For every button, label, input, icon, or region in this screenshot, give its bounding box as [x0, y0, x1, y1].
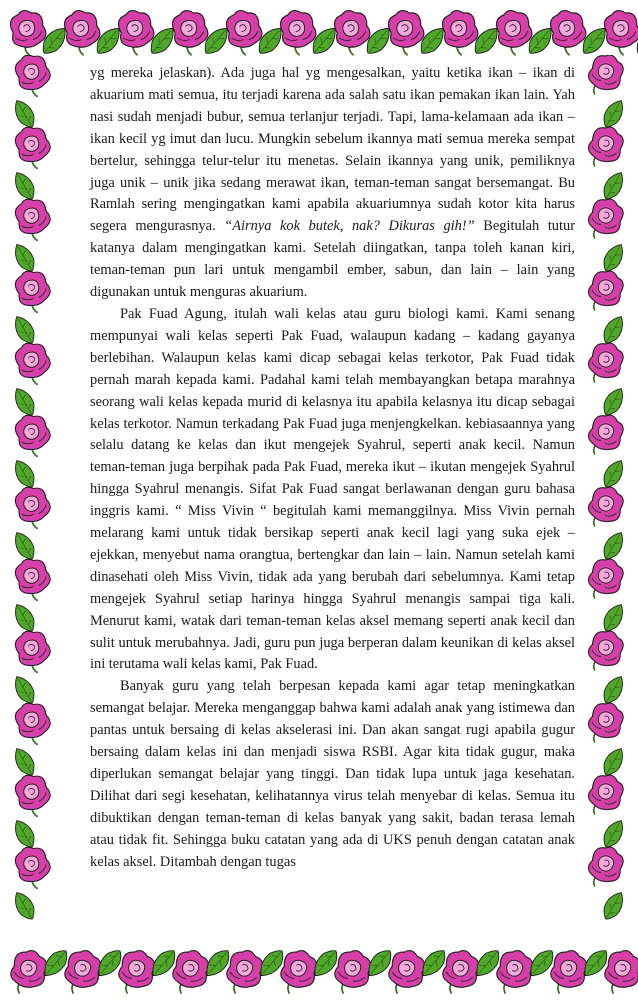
leaf-icon	[10, 817, 39, 851]
rose-icon	[11, 338, 56, 389]
leaf-icon	[10, 601, 39, 635]
rose-icon	[583, 338, 628, 389]
rose-icon	[583, 194, 628, 245]
leaf-icon	[599, 889, 628, 923]
leaf-icon	[599, 457, 628, 491]
paragraph-1-span-3: Begitulah tutur katanya dalam mengingatkan kami. Setelah diingatkan, tanpa toleh kanan kiri, teman-teman pun lari untuk mengambil ember, sabun, dan lain – lain yang digunakan untuk menguras akuarium.	[90, 218, 575, 301]
paragraph-1	[90, 63, 575, 304]
rose-icon	[11, 554, 56, 605]
paragraph-1-quote: “Airnya kok butek, nak? Dikuras gih!”	[224, 218, 475, 235]
rose-icon	[11, 410, 56, 461]
leaf-icon	[599, 817, 628, 851]
rose-icon	[6, 947, 50, 999]
leaf-icon	[10, 673, 39, 707]
floral-border-left	[0, 55, 66, 945]
rose-icon	[583, 554, 628, 605]
rose-icon	[583, 266, 628, 317]
leaf-icon	[10, 385, 39, 419]
rose-icon	[583, 122, 628, 173]
rose-icon	[601, 7, 638, 58]
floral-border-bottom	[0, 940, 638, 1000]
floral-border-right	[572, 55, 638, 945]
leaf-icon	[599, 313, 628, 347]
rose-icon	[583, 482, 628, 533]
paragraph-2-text: Pak Fuad Agung, itulah wali kelas atau guru biologi kami. Kami senang mempunyai wali kelas seperti Pak Fuad, walaupun kadang – kadang gayanya berlebihan. Walaupun kelas kami dicap sebagai kelas terkotor, Pak Fuad tidak pernah marah kepada kami. Padahal kami telah membayangkan betapa marahnya seorang wali kelas kepada murid di kelasnya itu apabila kelasnya itu dicap sebagai kelas terkotor. Namun terkadang Pak Fuad juga menjengkelkan. kebiasaannya yang selalu datang ke kelas dan ikut mengejek Syahrul, seperti anak kecil. Namun teman-teman juga berpihak pada Pak Fuad, mereka ikut – ikutan mengejek Syahrul hingga Syahrul menangis. Sifat Pak Fuad sangat berlawanan dengan guru bahasa inggris kami. “ Miss Vivin “ begitulah kami memanggilnya. Miss Vivin pernah melarang kami untuk tidak bersikap seperti anak kecil lagi yang suka ejek – ejekkan, menyebut nama orangtua, bertengkar dan lain – lain. Namun setelah kami dinasehati oleh Miss Vivin, tidak ada yang berubah dari sebelumnya. Kami tetap mengejek Syahrul setiap harinya hingga Syahrul menangis sampai tiga kali. Menurut kami, watak dari teman-teman kelas aksel memang seperti anak kecil dan sulit untuk merubahnya. Jadi, guru pun juga berperan dalam keunikan di kelas aksel ini terutama wali kelas kami, Pak Fuad.	[90, 305, 575, 673]
rose-icon	[11, 266, 56, 317]
leaf-icon	[599, 601, 628, 635]
paragraph-3-text: Banyak guru yang telah berpesan kepada kami agar tetap meningkatkan semangat belajar. Mereka menganggap bahwa kami adalah anak yang istimewa dan pantas untuk bersaing di kelas akselerasi ini. Dan akan sangat rugi apabila gugur bersaing dalam kelas ini dan menjadi siswa RSBI. Agar kita tidak gugur, maka diperlukan semangat belajar yang tinggi. Dan tidak lupa untuk jaga kesehatan. Dilihat dari segi kesehatan, kelihatannya virus telah menyebar di kelas. Semua itu dibuktikan dengan teman-teman di kelas banyak yang sakit, badan terasa lemah atau tidak fit. Sehingga buku catatan yang ada di UKS penuh dengan catatan anak kelas aksel. Ditambah dengan tugas	[90, 678, 575, 870]
leaf-icon	[599, 673, 628, 707]
rose-icon	[11, 626, 56, 677]
leaf-icon	[10, 745, 39, 779]
leaf-icon	[10, 97, 39, 131]
leaf-icon	[10, 529, 39, 563]
rose-icon	[583, 698, 628, 749]
rose-icon	[11, 482, 56, 533]
rose-icon	[11, 698, 56, 749]
rose-icon	[583, 770, 628, 821]
rose-icon	[11, 770, 56, 821]
leaf-icon	[10, 457, 39, 491]
rose-icon	[11, 122, 56, 173]
rose-icon	[583, 842, 628, 893]
rose-icon	[11, 842, 56, 893]
leaf-icon	[10, 313, 39, 347]
floral-border-top	[0, 0, 638, 60]
rose-icon	[11, 55, 56, 101]
leaf-icon	[599, 745, 628, 779]
rose-icon	[583, 410, 628, 461]
leaf-icon	[599, 241, 628, 275]
page-body-text	[90, 63, 575, 874]
rose-icon	[583, 626, 628, 677]
leaf-icon	[599, 385, 628, 419]
rose-icon	[583, 55, 628, 101]
leaf-icon	[599, 169, 628, 203]
paragraph-1-span-1: yg mereka jelaskan). Ada juga hal yg mengesalkan, yaitu ketika ikan – ikan di akuarium mati semua, itu terjadi karena ada salah satu ikan pemakan ikan lain. Yah nasi sudah menjadi bubur, semua terlanjur terjadi. Tapi, lama-kelamaan ada ikan – ikan kecil yg imut dan lucu. Mungkin sebelum ikannya mati semua mereka sempat bertelur, sehingga telur-telur itu menetas. Selain ikannya yang unik, pemiliknya juga unik – unik jika sedang merawat ikan, teman-teman sangat bersemangat. Bu Ramlah sering mengingatkan kami apabila akuariumnya sudah kotor kita harus segera mengurasnya.	[90, 65, 575, 235]
leaf-icon	[10, 169, 39, 203]
paragraph-2	[90, 304, 575, 676]
paragraph-3	[90, 676, 575, 873]
leaf-icon	[599, 529, 628, 563]
rose-icon	[11, 194, 56, 245]
leaf-icon	[10, 889, 39, 923]
leaf-icon	[10, 241, 39, 275]
leaf-icon	[599, 97, 628, 131]
